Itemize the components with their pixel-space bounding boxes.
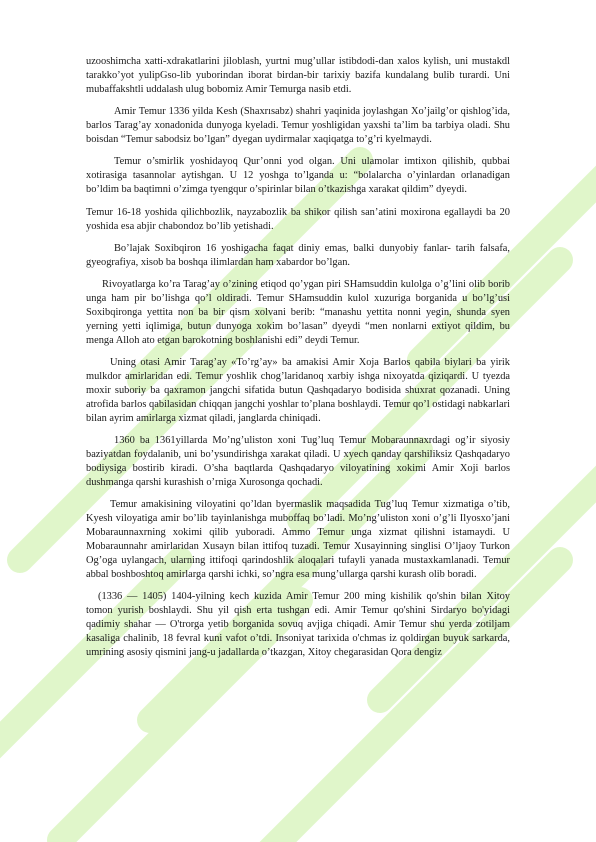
paragraph-6: Rivoyatlarga ko’ra Tarag’ay o’zining etiqod qo’ygan piri SHamsuddin kulolga o’g’lini olib borib unga ham pir bo’lishga qo’l oldiradi. Temur SHamsuddin kulol xuzuriga borganida u bo’lg’usi Soxibqironga yettita non ba bir qism xolvani berib: “manashu yettita nonni yegin, shunda syen yerning yetti iqlimiga, butun dunyoga xokim bo’lasan” dyeydi “men nonlarni extiyot qildim, bu menga Alloh ato etgan barokotning boshlanishi edi” deydi Temur.	[86, 279, 510, 346]
paragraph-8: 1360 ba 1361yillarda Mo’ng’uliston xoni Tug’luq Temur Mobaraunnaxrdagi og’ir siyosiy baziyatdan foydalanib, uni bo’ysundirishga xarakat qiladi. U xyech qanday qarshiliksiz Qashqadaryo bodiysiga bostirib kiradi. O’sha baqtlarda Qashqadaryo viloyatining xokimi Amir Xoji barlos dushmanga qarshi kurashish o’rniga Xurosonga qochadi.	[86, 435, 510, 489]
paragraph-3: Temur o’smirlik yoshidayoq Qur’onni yod olgan. Uni ulamolar imtixon qilishib, qubbai xotirasiga tasannolar aytishgan. U 12 yoshga to’lganda u: “bolalarcha o’yinlardan orlanadigan bo’ldim ba baqtimni o’zimga tyengqur o’spirinlar bilan o’tkazishga xarakat qildim” dyeydi.	[86, 156, 510, 196]
paragraph-5: Bo’lajak Soxibqiron 16 yoshigacha faqat diniy emas, balki dunyobiy fanlar- tarih falsafa, gyeografiya, xisob ba boshqa ilimlardan ham xabardor bo’lgan.	[86, 242, 510, 268]
paragraph-4: Temur 16-18 yoshida qilichbozlik, nayzabozlik ba shikor qilish san’atini moxirona egallaydi ba 20 yoshida esa abjir chabondoz bo’lib yetishadi.	[86, 206, 510, 232]
paragraph-2: Amir Temur 1336 yilda Kesh (Shaxrısabz) shahri yaqinida joylashgan Xo’jailg’or qishlog’ida, barlos Tarag’ay xonadonida dunyoga kyeladi. Temur yoshligidan yaxshi ta’lim ba tarbiya oladi. Shu boisdan “Temur sabodsiz bo’lgan” dyegan uydirmalar xaqiqatga to’g’ri kyelmaydi.	[86, 106, 510, 146]
paragraph-7: Uning otasi Amir Tarag’ay «To’rg’ay» ba amakisi Amir Xoja Barlos qabila biylari ba yirik mulkdor amirlaridan edi. Temur yoshlik chog’laridanoq xarbiy ishga nixoyatda qiziqardi. U tyezda moxir suboriy ba qaxramon jangchi sifatida butun Qashqadaryo bodisida shuxrat qozanadi. Uning atrofida barlos qabilasidan chiqqan jangchi yoshlar to’plana boshlaydi. Temur qo’l ostidagi nabkarlari bilan ayrim amirlarga xizmat qiladi, janglarda chiniqadi.	[86, 357, 510, 424]
paragraph-1: uzooshimcha xatti-xdrakatlarini jiloblash, yurtni mug’ullar istibdodi-dan xalos kylish, uni mustakdl tarakko’yot yulipGso-lib yuborindan iborat birdan-bir tarixiy bazifa kundalang bulib turardi. Uni mubaffakshtli uddalash ulug bobomiz Amir Temurga nasib etdi.	[86, 56, 510, 95]
paragraph-10: (1336 — 1405) 1404-yilning kech kuzida Amir Temur 200 ming kishilik qo'shin bilan Xitoy tomon yurish boshlaydi. Shu yil qish erta tushgan edi. Amir Temur qo'shini Sirdaryo bo'yidagi qadimiy shahar — O'trorga yetib borganida sovuq avjiga chiqadi. Amir Temur shu yerda zotiljam kasaliga chalinib, 18 fevral kuni vafot o’tdi. Insoniyat tarixida o'chmas iz qoldirgan buyuk sarkarda, umrining asosiy qismini jang-u jadallarda o’tkazgan, Xitoy chegarasidan Qora dengiz	[86, 591, 510, 659]
document-page	[86, 55, 510, 668]
paragraph-9: Temur amakisining viloyatini qo’ldan byermaslik maqsadida Tug’luq Temur xizmatiga o’tib, Kyesh viloyatiga amir bo’lib tayinlanishga muboffaq bo’ladi. Mo’ng’uliston xoni o’g’li Ilyosxo’jani Mobaraunnaxrning xokimi qilib yuboradi. Ammo Temur unga xizmat qilishni istamaydi. U Mobaraunnahr amirlaridan Xusayn bilan ittifoq tuzadi. Temur Xusayinning singlisi O’ljaoy Turkon Og’oga uylangach, ularning ittifoqi qarindoshlik aloqalari tufayli yanada mustaxkamlanadi. Temur abbal boshboshtoq amirlarga qarshi ichki, so’ngra esa mung’ullarga qarshi kurash olib boradi.	[86, 499, 510, 580]
